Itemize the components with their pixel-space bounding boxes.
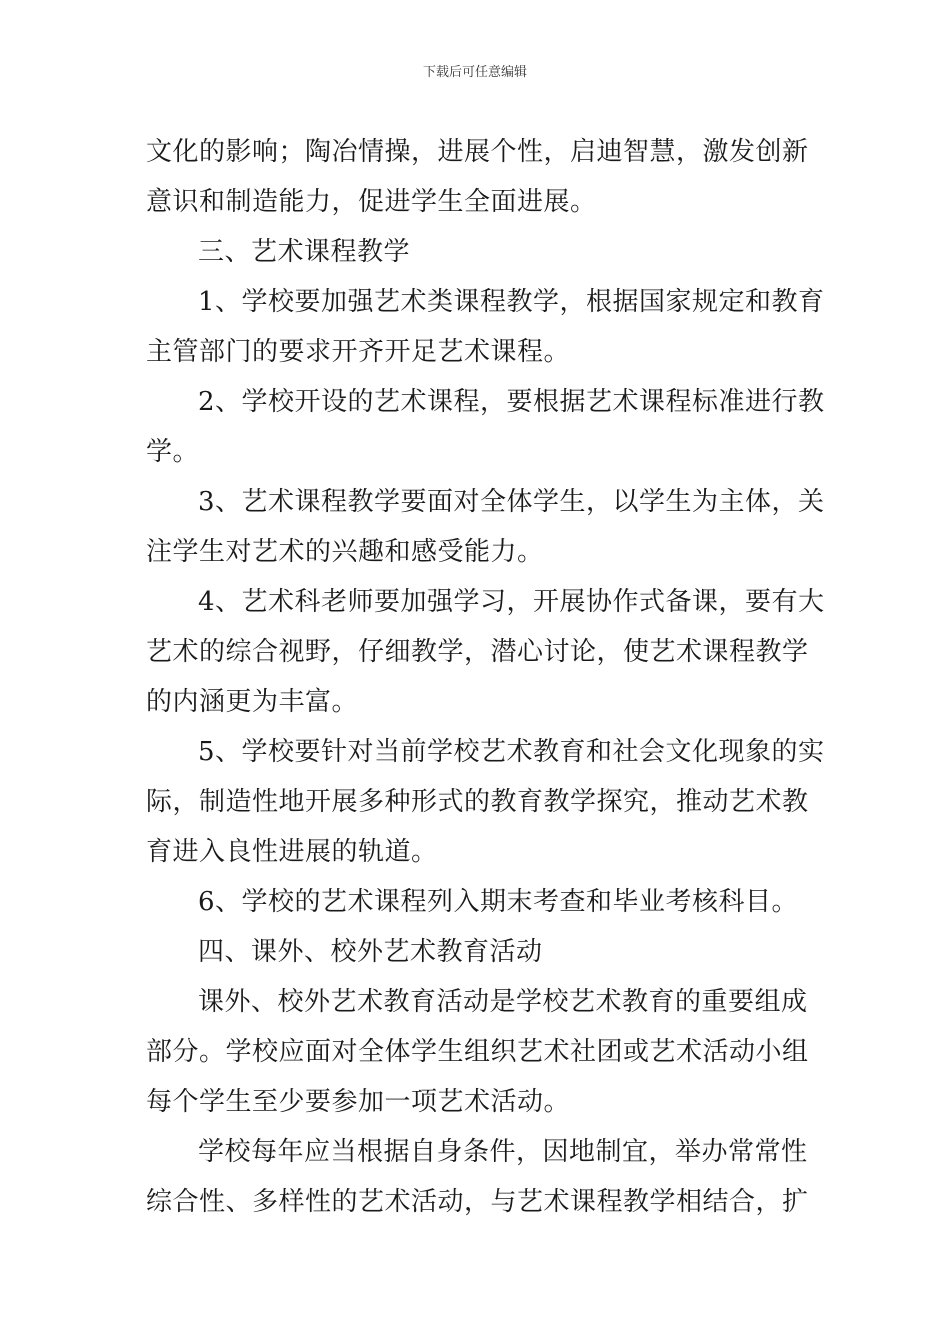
- paragraph-line: 学。: [146, 437, 200, 467]
- paragraph-line: 综合性、多样性的艺术活动，与艺术课程教学相结合，扩: [146, 1187, 809, 1217]
- paragraph-line: 5、学校要针对当前学校艺术教育和社会文化现象的实: [198, 737, 825, 767]
- section-heading: 三、艺术课程教学: [198, 237, 411, 267]
- paragraph-line: 艺术的综合视野，仔细教学，潜心讨论，使艺术课程教学: [146, 637, 809, 667]
- page-header: 下载后可任意编辑: [422, 65, 527, 80]
- paragraph-line: 注学生对艺术的兴趣和感受能力。: [146, 537, 544, 567]
- paragraph-line: 2、学校开设的艺术课程，要根据艺术课程标准进行教: [198, 387, 825, 417]
- paragraph-line: 学校每年应当根据自身条件，因地制宜，举办常常性: [198, 1137, 808, 1167]
- paragraph-line: 课外、校外艺术教育活动是学校艺术教育的重要组成: [198, 987, 808, 1017]
- paragraph-line: 1、学校要加强艺术类课程教学，根据国家规定和教育: [198, 287, 825, 317]
- paragraph-line: 4、艺术科老师要加强学习，开展协作式备课，要有大: [198, 587, 825, 617]
- paragraph-line: 的内涵更为丰富。: [146, 687, 359, 717]
- document-body: [146, 127, 825, 1227]
- paragraph-line: 文化的影响；陶冶情操，进展个性，启迪智慧，激发创新: [146, 137, 809, 167]
- paragraph-line: 3、艺术课程教学要面对全体学生，以学生为主体，关: [198, 487, 825, 517]
- paragraph-line: 每个学生至少要参加一项艺术活动。: [146, 1087, 571, 1117]
- paragraph-line: 部分。学校应面对全体学生组织艺术社团或艺术活动小组: [146, 1037, 809, 1067]
- paragraph-line: 际，制造性地开展多种形式的教育教学探究，推动艺术教: [146, 787, 809, 817]
- paragraph-line: 主管部门的要求开齐开足艺术课程。: [146, 337, 571, 367]
- paragraph-line: 育进入良性进展的轨道。: [146, 837, 438, 867]
- paragraph-line: 意识和制造能力，促进学生全面进展。: [146, 187, 597, 217]
- paragraph-line: 6、学校的艺术课程列入期末考查和毕业考核科目。: [198, 887, 799, 917]
- section-heading: 四、课外、校外艺术教育活动: [198, 937, 543, 967]
